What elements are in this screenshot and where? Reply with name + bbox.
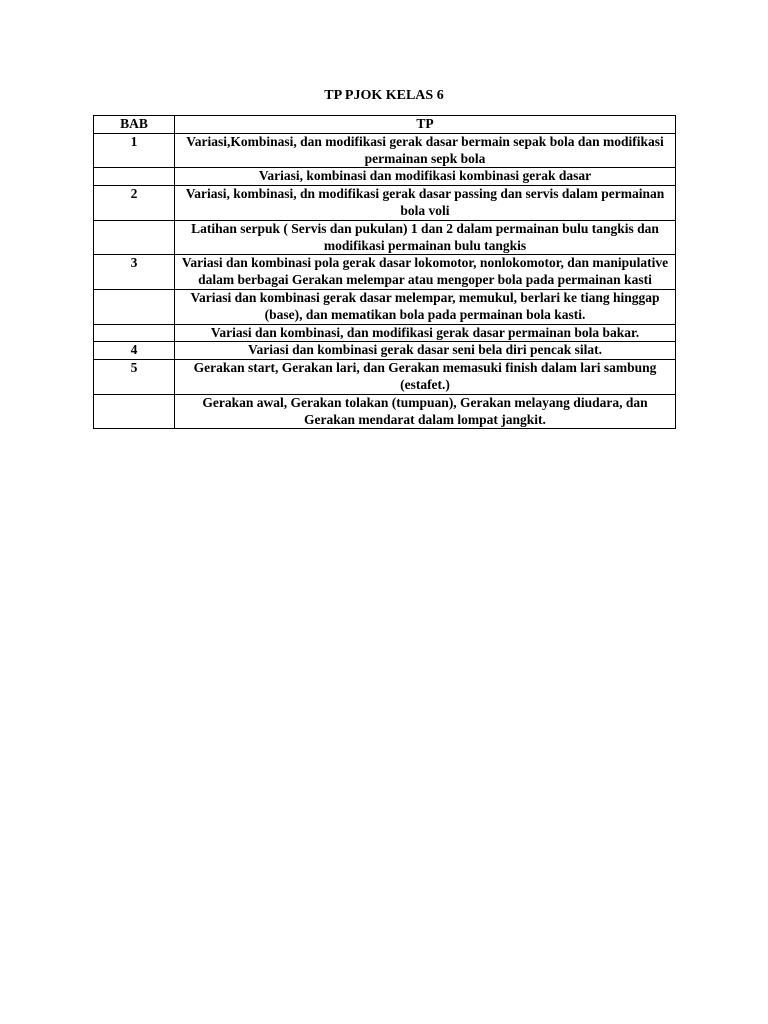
table-row — [94, 360, 676, 395]
table-row — [94, 255, 676, 290]
table-row — [94, 133, 676, 168]
cell-tp: Variasi, kombinasi dan modifikasi kombinasi gerak dasar — [175, 168, 676, 186]
tp-table — [93, 115, 676, 429]
cell-tp: Variasi dan kombinasi pola gerak dasar lokomotor, nonlokomotor, dan manipulative dalam berbagai Gerakan melempar atau mengoper bola pada permainan kasti — [175, 255, 676, 290]
table-row — [94, 220, 676, 255]
header-tp: TP — [175, 116, 676, 134]
table-row — [94, 342, 676, 360]
table-row — [94, 394, 676, 429]
cell-tp: Gerakan start, Gerakan lari, dan Gerakan memasuki finish dalam lari sambung (estafet.) — [175, 360, 676, 395]
cell-bab: 5 — [94, 360, 175, 395]
table-header-row — [94, 116, 676, 134]
document-title: TP PJOK KELAS 6 — [324, 88, 444, 103]
cell-bab — [94, 394, 175, 429]
table-row — [94, 324, 676, 342]
cell-tp: Variasi, kombinasi, dn modifikasi gerak dasar passing dan servis dalam permainan bola voli — [175, 186, 676, 221]
cell-tp: Variasi dan kombinasi gerak dasar seni bela diri pencak silat. — [175, 342, 676, 360]
table-row — [94, 186, 676, 221]
cell-bab: 3 — [94, 255, 175, 290]
table-row — [94, 289, 676, 324]
header-bab: BAB — [94, 116, 175, 134]
cell-tp: Variasi,Kombinasi, dan modifikasi gerak dasar bermain sepak bola dan modifikasi permainan sepk bola — [175, 133, 676, 168]
cell-bab — [94, 289, 175, 324]
table-row — [94, 168, 676, 186]
cell-tp: Variasi dan kombinasi, dan modifikasi gerak dasar permainan bola bakar. — [175, 324, 676, 342]
cell-tp: Gerakan awal, Gerakan tolakan (tumpuan), Gerakan melayang diudara, dan Gerakan mendarat dalam lompat jangkit. — [175, 394, 676, 429]
cell-bab: 2 — [94, 186, 175, 221]
cell-tp: Latihan serpuk ( Servis dan pukulan) 1 dan 2 dalam permainan bulu tangkis dan modifikasi permainan bulu tangkis — [175, 220, 676, 255]
cell-bab: 1 — [94, 133, 175, 168]
cell-bab: 4 — [94, 342, 175, 360]
cell-bab — [94, 168, 175, 186]
cell-bab — [94, 220, 175, 255]
cell-bab — [94, 324, 175, 342]
cell-tp: Variasi dan kombinasi gerak dasar melempar, memukul, berlari ke tiang hinggap (base), dan mematikan bola pada permainan bola kasti. — [175, 289, 676, 324]
